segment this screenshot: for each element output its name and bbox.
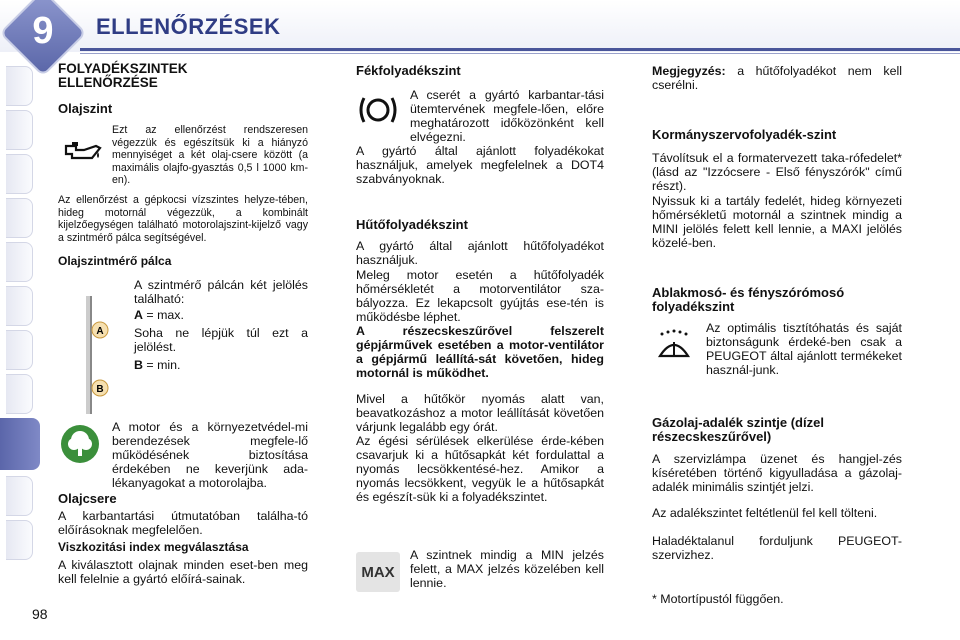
- brake-title: Fékfolyadékszint: [356, 63, 461, 78]
- note-text: a hűtőfolyadékot nem kell cserélni.: [652, 64, 902, 92]
- coolant-text-3: Mivel a hűtőkör nyomás alatt van, beavatkozáshoz a motor leállítását követően várjunk legalább egy órát.: [356, 392, 604, 434]
- oil-change-title: Olajcsere: [58, 491, 117, 506]
- coolant-text-4: Az égési sérülések elkerülése érde-kében csavarjuk ki a hűtősapkát két fordulattal a nyomás lecsökkentésé-hez. Amikor a nyomás lecsökkent, vegyük le a hűtősapkát és egészít-sük ki a folyadékszintet.: [356, 434, 604, 504]
- chapter-tab-active[interactable]: [0, 418, 40, 470]
- max-icon: [356, 552, 400, 592]
- chapter-tab[interactable]: [6, 374, 33, 414]
- washer-title: Ablakmosó- és fényszórómosó folyadékszint: [652, 285, 845, 314]
- header-rule: [80, 48, 960, 51]
- chapter-tab[interactable]: [6, 66, 33, 106]
- washer-icon: [654, 326, 694, 366]
- steering-text-1: Távolítsuk el a formatervezett taka-rófedelet* (lásd az "Izzócsere - Első fényszórók" című részt).: [652, 151, 902, 193]
- chapter-tab[interactable]: [6, 286, 33, 326]
- dipstick-illustration: [80, 296, 116, 414]
- viscosity-text: A kiválasztott olajnak minden eset-ben meg kell felelnie a gyártó előírá-sainak.: [58, 558, 308, 586]
- chapter-tabs: [0, 66, 36, 566]
- header-rule-thin: [80, 53, 960, 54]
- soha-text: Soha ne lépjük túl ezt a jelölést.: [134, 326, 308, 354]
- oil-change-text: A karbantartási útmutatóban találha-tó előírásoknak megfelelően.: [58, 509, 308, 537]
- oil-can-icon: [60, 138, 104, 166]
- oil-title: Olajszint: [58, 101, 113, 116]
- washer-text: Az optimális tisztítóhatás és saját biztonságunk érdeké-ben csak a PEUGEOT által ajánlott termékeket használ-junk.: [706, 321, 902, 377]
- chapter-number: 9: [32, 10, 54, 52]
- chapter-tab[interactable]: [6, 520, 33, 560]
- a-letter: A: [134, 308, 143, 322]
- coolant-note: [652, 64, 902, 92]
- coolant-title: Hűtőfolyadékszint: [356, 217, 468, 232]
- max-text: A szintnek mindig a MIN jelzés felett, a MAX jelzés közelében kell lennie.: [410, 548, 604, 590]
- viscosity-title: Viszkozitási index megválasztása: [58, 540, 249, 554]
- chapter-tab[interactable]: [6, 242, 33, 282]
- diesel-text-1: A szervizlámpa üzenet és hangjel-zés kíséretében történő kigyulladása a gázolaj-adalék minimális szintjét jelzi.: [652, 452, 902, 494]
- diesel-title: Gázolaj-adalék szintje (dízel részecskeszűrővel): [652, 415, 824, 444]
- chapter-tab[interactable]: [6, 198, 33, 238]
- chapter-tab[interactable]: [6, 154, 33, 194]
- chapter-tab[interactable]: [6, 330, 33, 370]
- dipstick-title: Olajszintmérő pálca: [58, 254, 172, 268]
- footnote: * Motortípustól függően.: [652, 592, 784, 606]
- diesel-text-3: Haladéktalanul forduljunk PEUGEOT-szervizhez.: [652, 534, 902, 562]
- brake-text-2: A gyártó által ajánlott folyadékokat használjuk, amelyek megfelelnek a DOT4 szabványoknak.: [356, 144, 604, 186]
- page-title: ELLENŐRZÉSEK: [96, 14, 281, 39]
- chapter-tab[interactable]: [6, 110, 33, 150]
- page-number: 98: [32, 606, 48, 622]
- max-icon-label: MAX: [361, 564, 395, 581]
- coolant-warning: A részecskeszűrővel felszerelt gépjárművek esetében a motor-ventilátor a gépjármű leállítá-sát követően, hideg motornál is működhet.: [356, 324, 604, 380]
- steering-title: Kormányszervofolyadék-szint: [652, 127, 837, 142]
- oil-text: Ezt az ellenőrzést rendszeresen végezzük és egészítsük ki a hiányzó mennyiséget a két olaj-csere között (a maximális olajfo-gyasztás 0,5 l 1000 km-en).: [112, 124, 308, 187]
- b-letter: B: [134, 358, 143, 372]
- note-label: Megjegyzés:: [652, 64, 726, 78]
- env-text: A motor és a környezetvédel-mi berendezések megfele-lő működésének biztosítása érdekében ne keverjünk ada-lékanyagokat a motorolajba.: [112, 420, 308, 490]
- brake-text-1: A cserét a gyártó karbantar-tási ütemtervének megfele-lően, előre meghatározott időközönként kell elvégezni.: [410, 88, 604, 144]
- chapter-tab[interactable]: [6, 476, 33, 516]
- b-text: = min.: [142, 358, 181, 372]
- steering-text-2: Nyissuk ki a tartály fedelét, hideg környezeti hőmérsékletű motornál a szintnek mindig a MINI jelölés felett kell lennie, a MAXI jelölés közelé-ben.: [652, 194, 902, 250]
- diesel-text-2: Az adalékszintet feltétlenül fel kell tölteni.: [652, 506, 878, 520]
- gauge-a-label: A: [96, 326, 104, 337]
- coolant-text-1: A gyártó által ajánlott hűtőfolyadékot használjuk.: [356, 239, 604, 267]
- brake-icon: [358, 94, 398, 126]
- a-text: = max.: [142, 308, 184, 322]
- environment-icon: [60, 424, 100, 464]
- gauge-b-label: B: [96, 384, 104, 395]
- section-title: FOLYADÉKSZINTEK ELLENŐRZÉSE: [58, 61, 188, 90]
- coolant-text-2: Meleg motor esetén a hűtőfolyadék hőmérsékletét a motorventilátor sza-bályozza. Ez lekapcsolt gyújtás ese-tén is működésbe léphet.: [356, 268, 604, 324]
- dipstick-text: A szintmérő pálcán két jelölés található: A = max. Soha ne lépjük túl ezt a jelölést. B = min.: [134, 278, 308, 372]
- oil-note: Az ellenőrzést a gépkocsi vízszintes helyze-tében, hideg motornál végezzük, a kombinált kijelzőegységen található motorolajszint-kijelző vagy a szintmérő pálca segítségével.: [58, 194, 308, 244]
